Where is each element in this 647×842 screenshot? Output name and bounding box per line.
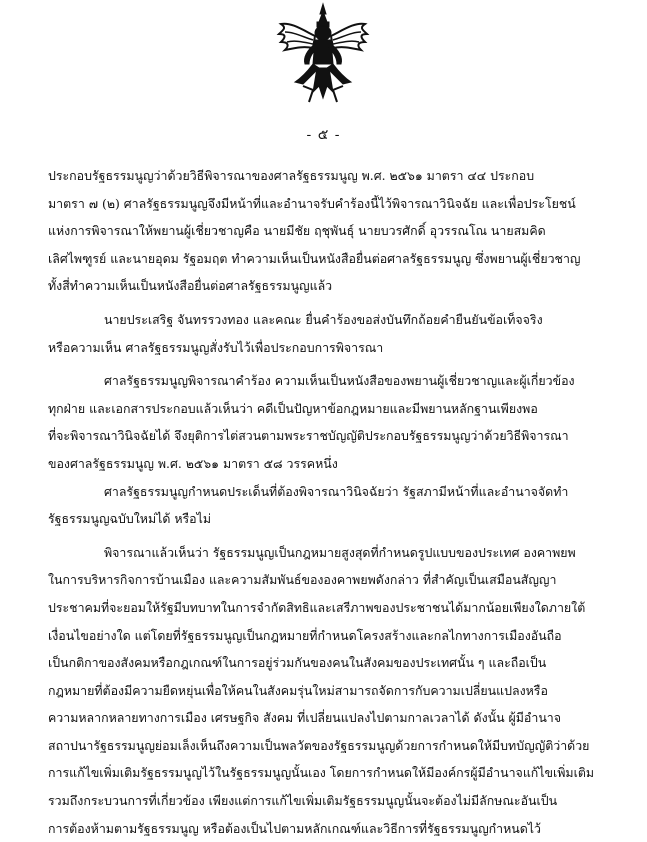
- paragraph-2: [48, 306, 608, 361]
- text-line: รวมถึงกระบวนการที่เกี่ยวข้อง เพียงแต่การแก้ไขเพิ่มเติมรัฐธรรมนูญนั้นจะต้องไม่มีลักษณะอันเป็น: [48, 793, 558, 809]
- document-body: [48, 162, 608, 842]
- text-line: เงื่อนไขอย่างใด แต่โดยที่รัฐธรรมนูญเป็นกฎหมายที่กำหนดโครงสร้างและกลไกทางการเมืองอันถือ: [48, 627, 562, 643]
- text-line: ประชาคมที่จะยอมให้รัฐมีบทบาทในการจำกัดสิทธิและเสรีภาพของประชาชนได้มากน้อยเพียงใดภายใต้: [48, 599, 586, 615]
- paragraph-5: [48, 539, 608, 842]
- text-line: ในการบริหารกิจการบ้านเมือง และความสัมพันธ์ขององคาพยพดังกล่าว ที่สำคัญเป็นเสมือนสัญญา: [48, 572, 557, 588]
- text-line: ที่จะพิจารณาวินิจฉัยได้ จึงยุติการไต่สวนตามพระราชบัญญัติประกอบรัฐธรรมนูญว่าด้วยวิธีพิจารณา: [48, 428, 569, 444]
- text-line: เลิศไพฑูรย์ และนายอุดม รัฐอมฤต ทำความเห็นเป็นหนังสือยื่นต่อศาลรัฐธรรมนูญ ซึ่งพยานผู้เชี่ยวชาญ: [48, 250, 581, 266]
- garuda-emblem-icon: [273, 2, 373, 108]
- paragraph-3: [48, 367, 608, 477]
- text-line: รัฐธรรมนูญฉบับใหม่ได้ หรือไม่: [48, 511, 211, 527]
- text-line: การต้องห้ามตามรัฐธรรมนูญ หรือต้องเป็นไปตามหลักเกณฑ์และวิธีการที่รัฐธรรมนูญกำหนดไว้: [48, 820, 541, 836]
- paragraph-4: [48, 478, 608, 533]
- paragraph-1: [48, 162, 608, 300]
- text-line: การแก้ไขเพิ่มเติมรัฐธรรมนูญไว้ในรัฐธรรมนูญนั้นเอง โดยการกำหนดให้มีองค์กรผู้มีอำนาจแก้ไขเพิ่มเติม: [48, 765, 595, 781]
- text-line: กฎหมายที่ต้องมีความยืดหยุ่นเพื่อให้คนในสังคมรุ่นใหม่สามารถจัดการกับความเปลี่ยนแปลงหรือ: [48, 682, 548, 698]
- text-line: แห่งการพิจารณาให้พยานผู้เชี่ยวชาญคือ นายมีชัย ฤชุพันธุ์ นายบวรศักดิ์ อุวรรณโณ นายสมคิด: [48, 223, 546, 239]
- text-line: ทั้งสี่ทำความเห็นเป็นหนังสือยื่นต่อศาลรัฐธรรมนูญแล้ว: [48, 278, 333, 294]
- text-line: ความหลากหลายทางการเมือง เศรษฐกิจ สังคม ที่เปลี่ยนแปลงไปตามกาลเวลาได้ ดังนั้น ผู้มีอำนาจ: [48, 710, 562, 726]
- text-line: มาตรา ๗ (๒) ศาลรัฐธรรมนูญจึงมีหน้าที่และอำนาจรับคำร้องนี้ไว้พิจารณาวินิจฉัย และเพื่อประโยชน์: [48, 195, 576, 211]
- text-line: ทุกฝ่าย และเอกสารประกอบแล้วเห็นว่า คดีเป็นปัญหาข้อกฎหมายและมีพยานหลักฐานเพียงพอ: [48, 400, 538, 416]
- text-line: ศาลรัฐธรรมนูญกำหนดประเด็นที่ต้องพิจารณาวินิจฉัยว่า รัฐสภามีหน้าที่และอำนาจจัดทำ: [104, 483, 569, 499]
- text-line: หรือความเห็น ศาลรัฐธรรมนูญสั่งรับไว้เพื่อประกอบการพิจารณา: [48, 339, 384, 355]
- text-line: นายประเสริฐ จันทรรวงทอง และคณะ ยื่นคำร้องขอส่งบันทึกถ้อยคำยืนยันข้อเท็จจริง: [104, 311, 543, 327]
- text-line: สถาปนารัฐธรรมนูญย่อมเล็งเห็นถึงความเป็นพลวัตของรัฐธรรมนูญด้วยการกำหนดให้มีบทบัญญัติว่าด้วย: [48, 737, 590, 753]
- text-line: พิจารณาแล้วเห็นว่า รัฐธรรมนูญเป็นกฎหมายสูงสุดที่กำหนดรูปแบบของประเทศ องคาพยพ: [104, 544, 576, 560]
- page-number: - ๕ -: [306, 127, 341, 143]
- text-line: เป็นกติกาของสังคมหรือกฎเกณฑ์ในการอยู่ร่วมกันของคนในสังคมของประเทศนั้น ๆ และถือเป็น: [48, 655, 547, 671]
- text-line: ของศาลรัฐธรรมนูญ พ.ศ. ๒๕๖๑ มาตรา ๕๘ วรรคหนึ่ง: [48, 455, 338, 471]
- text-line: ศาลรัฐธรรมนูญพิจารณาคำร้อง ความเห็นเป็นหนังสือของพยานผู้เชี่ยวชาญและผู้เกี่ยวข้อง: [104, 373, 575, 389]
- text-line: ประกอบรัฐธรรมนูญว่าด้วยวิธีพิจารณาของศาลรัฐธรรมนูญ พ.ศ. ๒๕๖๑ มาตรา ๔๔ ประกอบ: [48, 168, 535, 183]
